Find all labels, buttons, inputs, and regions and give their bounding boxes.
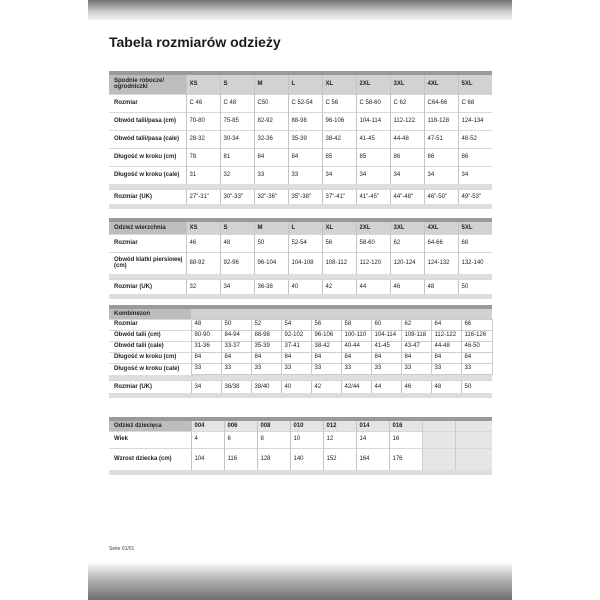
table-cell: 36-38: [254, 280, 288, 294]
table-cell: 112-122: [431, 330, 461, 341]
table-cell: 116: [224, 448, 257, 470]
size-header: 004: [191, 421, 224, 431]
table-cell: 49"-53": [458, 190, 492, 204]
table-row: [109, 130, 492, 148]
size-header: 4XL: [424, 75, 458, 94]
table-cell: 92-96: [220, 252, 254, 274]
table-cell: 33: [281, 363, 311, 374]
table-cell: 34: [322, 166, 356, 184]
size-header: L: [288, 222, 322, 234]
size-header: XL: [322, 75, 356, 94]
table-cell: 64-66: [424, 234, 458, 252]
table-cell: 46-50: [461, 341, 492, 352]
table-cell: 27"-31": [186, 190, 220, 204]
table-cell: 34: [390, 166, 424, 184]
table-row: [109, 280, 492, 294]
size-header: 5XL: [458, 222, 492, 234]
row-label: Wiek: [109, 431, 191, 448]
table-row: [109, 363, 492, 374]
row-label: Długość w kroku (cale): [109, 166, 186, 184]
empty-cell: [455, 431, 492, 448]
table-cell: 84: [254, 148, 288, 166]
table-cell: 68: [458, 234, 492, 252]
table-cell: 118-128: [424, 112, 458, 130]
size-header: 2XL: [356, 222, 390, 234]
empty-cell: [455, 421, 492, 431]
table-cell: 54: [281, 319, 311, 330]
table-cell: 41"-45": [356, 190, 390, 204]
table-cell: 33: [431, 363, 461, 374]
size-header: 006: [224, 421, 257, 431]
table-row: [109, 380, 492, 393]
table-cell: 104-114: [371, 330, 401, 341]
table-cell: 31-36: [191, 341, 221, 352]
table-cell: 70-80: [186, 112, 220, 130]
table-cell: 8: [257, 431, 290, 448]
table-cell: 43-47: [401, 341, 431, 352]
table-cell: 35"-38": [288, 190, 322, 204]
table-cell: 6: [224, 431, 257, 448]
row-label: Rozmiar: [109, 234, 186, 252]
table-cell: 120-124: [390, 252, 424, 274]
size-header: L: [288, 75, 322, 94]
table-cell: 33: [221, 363, 251, 374]
table-cell: 48: [191, 319, 221, 330]
size-header: S: [220, 75, 254, 94]
top-gradient-band: [88, 0, 512, 20]
table-cell: 84: [371, 352, 401, 363]
row-label: Wzrost dziecka (cm): [109, 448, 191, 470]
table-row: [109, 190, 492, 204]
table-cell: 88-98: [251, 330, 281, 341]
table-cell: 34: [191, 380, 221, 393]
table-cell: 44-48: [390, 130, 424, 148]
page-footer: Seite 01/01: [109, 546, 135, 552]
table-cell: 34: [424, 166, 458, 184]
table-cell: 81: [220, 148, 254, 166]
table-cell: 32"-36": [254, 190, 288, 204]
table-cell: 80-90: [191, 330, 221, 341]
table-cell: 84: [461, 352, 492, 363]
table-cell: 84: [221, 352, 251, 363]
table-cell: 34: [356, 166, 390, 184]
table-cell: 152: [323, 448, 356, 470]
size-header: XS: [186, 75, 220, 94]
table-cell: 88-98: [288, 112, 322, 130]
header-fill: [191, 309, 492, 319]
table-cell: 124-132: [424, 252, 458, 274]
size-header: S: [220, 222, 254, 234]
table-cell: 37-41: [281, 341, 311, 352]
table-cell: 38-42: [322, 130, 356, 148]
size-header: 4XL: [424, 222, 458, 234]
table-cell: 37"-41": [322, 190, 356, 204]
table-cell: 84: [431, 352, 461, 363]
table-cell: 58: [341, 319, 371, 330]
size-header: 010: [290, 421, 323, 431]
table-cell: 85: [322, 148, 356, 166]
table-cell: 33: [311, 363, 341, 374]
size-header: 3XL: [390, 222, 424, 234]
table-row: [109, 252, 492, 274]
table-cell: 42: [311, 380, 341, 393]
table-cell: 42: [322, 280, 356, 294]
table-cell: 84: [311, 352, 341, 363]
table-cell: 176: [389, 448, 422, 470]
table-cell: 78: [186, 148, 220, 166]
table-cell: 33: [254, 166, 288, 184]
table-cell: 34: [458, 166, 492, 184]
table-cell: 46: [390, 280, 424, 294]
table-cell: 50: [458, 280, 492, 294]
table-cell: 82-92: [254, 112, 288, 130]
size-header: 2XL: [356, 75, 390, 94]
table-cell: 104-114: [356, 112, 390, 130]
table-cell: 44-48: [431, 341, 461, 352]
table-row: [109, 112, 492, 130]
table-cell: 33: [288, 166, 322, 184]
table-cell: 32: [186, 280, 220, 294]
size-header: 3XL: [390, 75, 424, 94]
table-cell: 62: [401, 319, 431, 330]
table-cell: 96-104: [254, 252, 288, 274]
table-cell: 48: [424, 280, 458, 294]
table-cell: 84: [191, 352, 221, 363]
size-header: M: [254, 222, 288, 234]
table-cell: 35-39: [288, 130, 322, 148]
table-cell: 16: [389, 431, 422, 448]
outerwear-size-table: [109, 218, 492, 299]
table-row: [109, 448, 492, 470]
table-cell: C 58-60: [356, 94, 390, 112]
table-header: Odzież dziecięca: [109, 421, 191, 431]
table-cell: 40: [288, 280, 322, 294]
table-row: [109, 234, 492, 252]
table-cell: 48: [431, 380, 461, 393]
table-cell: 32: [220, 166, 254, 184]
empty-cell: [422, 448, 455, 470]
table-cell: 46"-50": [424, 190, 458, 204]
table-cell: 85: [356, 148, 390, 166]
row-label: Rozmiar: [109, 94, 186, 112]
table-cell: 58-60: [356, 234, 390, 252]
table-cell: 47-51: [424, 130, 458, 148]
table-cell: 86: [458, 148, 492, 166]
table-cell: 96-106: [322, 112, 356, 130]
bottom-gradient-band: [88, 562, 512, 600]
table-cell: 30-34: [220, 130, 254, 148]
row-label: Długość w kroku (cm): [109, 352, 191, 363]
table-cell: 38-42: [311, 341, 341, 352]
table-cell: 116-126: [461, 330, 492, 341]
table-cell: 50: [221, 319, 251, 330]
table-cell: 46: [401, 380, 431, 393]
size-header: 5XL: [458, 75, 492, 94]
table-cell: 108-118: [401, 330, 431, 341]
size-header: 016: [389, 421, 422, 431]
table-cell: 112-120: [356, 252, 390, 274]
table-cell: 44"-48": [390, 190, 424, 204]
table-cell: 86: [390, 148, 424, 166]
table-cell: 108-112: [322, 252, 356, 274]
table-cell: 10: [290, 431, 323, 448]
table-cell: C 68: [458, 94, 492, 112]
table-cell: 96-106: [311, 330, 341, 341]
table-cell: 92-102: [281, 330, 311, 341]
table-row: [109, 352, 492, 363]
size-header: 012: [323, 421, 356, 431]
table-cell: 40: [281, 380, 311, 393]
table-cell: 44: [356, 280, 390, 294]
table-cell: 48-52: [458, 130, 492, 148]
table-cell: 33-37: [221, 341, 251, 352]
table-cell: 100-110: [341, 330, 371, 341]
table-cell: 84: [281, 352, 311, 363]
table-row: [109, 166, 492, 184]
table-cell: 34: [220, 280, 254, 294]
table-header: Spodnie robocze/ ogrodniczki: [109, 75, 186, 94]
table-cell: 84: [288, 148, 322, 166]
row-label: Rozmiar (UK): [109, 380, 191, 393]
table-row: [109, 341, 492, 352]
row-label: Obwód talii/pasa (cale): [109, 130, 186, 148]
row-label: Obwód talii/pasa (cm): [109, 112, 186, 130]
table-cell: 41-45: [371, 341, 401, 352]
table-cell: 33: [461, 363, 492, 374]
trousers-size-table: [109, 71, 492, 209]
table-row: [109, 330, 492, 341]
table-cell: 84: [341, 352, 371, 363]
row-separator: [109, 470, 492, 475]
table-cell: 14: [356, 431, 389, 448]
table-cell: 42/44: [341, 380, 371, 393]
empty-cell: [455, 448, 492, 470]
table-cell: C50: [254, 94, 288, 112]
table-cell: 104: [191, 448, 224, 470]
table-cell: C 56: [322, 94, 356, 112]
table-cell: 12: [323, 431, 356, 448]
row-label: Rozmiar (UK): [109, 280, 186, 294]
row-separator: [109, 204, 492, 209]
table-cell: 52: [251, 319, 281, 330]
size-header: 008: [257, 421, 290, 431]
table-cell: C64-66: [424, 94, 458, 112]
page-title: Tabela rozmiarów odzieży: [109, 34, 281, 50]
table-cell: C 62: [390, 94, 424, 112]
row-label: Długość w kroku (cale): [109, 363, 191, 374]
table-cell: 33: [341, 363, 371, 374]
size-header: M: [254, 75, 288, 94]
table-row: [109, 431, 492, 448]
table-cell: 50: [461, 380, 492, 393]
table-cell: 84: [251, 352, 281, 363]
table-cell: 124-134: [458, 112, 492, 130]
table-cell: 104-108: [288, 252, 322, 274]
table-cell: 32-36: [254, 130, 288, 148]
table-cell: 50: [254, 234, 288, 252]
row-separator: [109, 294, 492, 299]
table-cell: 44: [371, 380, 401, 393]
table-cell: 128: [257, 448, 290, 470]
row-label: Rozmiar: [109, 319, 191, 330]
coverall-size-table: [109, 305, 493, 398]
childrens-size-table: [109, 417, 492, 475]
table-cell: 30"-33": [220, 190, 254, 204]
table-cell: 164: [356, 448, 389, 470]
table-cell: 84: [401, 352, 431, 363]
row-label: Obwód klatki piersiowej (cm): [109, 252, 186, 274]
table-cell: 112-122: [390, 112, 424, 130]
table-cell: 46: [186, 234, 220, 252]
table-cell: 66: [461, 319, 492, 330]
table-cell: 64: [431, 319, 461, 330]
table-cell: 60: [371, 319, 401, 330]
table-cell: 41-45: [356, 130, 390, 148]
table-cell: 62: [390, 234, 424, 252]
table-cell: 84-94: [221, 330, 251, 341]
table-header: Odzież wierzchnia: [109, 222, 186, 234]
table-cell: 88-92: [186, 252, 220, 274]
table-cell: 38/40: [251, 380, 281, 393]
table-cell: 75-85: [220, 112, 254, 130]
table-cell: 35-39: [251, 341, 281, 352]
table-cell: 56: [322, 234, 356, 252]
table-cell: 28-32: [186, 130, 220, 148]
table-row: [109, 148, 492, 166]
table-cell: 86: [424, 148, 458, 166]
table-cell: 4: [191, 431, 224, 448]
table-cell: C 46: [186, 94, 220, 112]
row-label: Rozmiar (UK): [109, 190, 186, 204]
table-cell: 56: [311, 319, 341, 330]
table-cell: 33: [191, 363, 221, 374]
table-cell: 132-140: [458, 252, 492, 274]
table-cell: 40-44: [341, 341, 371, 352]
table-cell: 52-54: [288, 234, 322, 252]
row-label: Obwód talii (cm): [109, 330, 191, 341]
size-header: XL: [322, 222, 356, 234]
empty-cell: [422, 421, 455, 431]
size-header: XS: [186, 222, 220, 234]
table-cell: 31: [186, 166, 220, 184]
row-label: Długość w kroku (cm): [109, 148, 186, 166]
table-cell: C 48: [220, 94, 254, 112]
table-cell: 36/38: [221, 380, 251, 393]
row-separator: [109, 393, 492, 398]
empty-cell: [422, 431, 455, 448]
table-row: [109, 94, 492, 112]
table-cell: 33: [401, 363, 431, 374]
row-label: Obwód talii (cale): [109, 341, 191, 352]
table-cell: 33: [371, 363, 401, 374]
table-cell: 48: [220, 234, 254, 252]
table-cell: C 52-54: [288, 94, 322, 112]
table-row: [109, 319, 492, 330]
table-header: Kombinezon: [109, 309, 191, 319]
table-cell: 140: [290, 448, 323, 470]
table-cell: 33: [251, 363, 281, 374]
size-header: 014: [356, 421, 389, 431]
